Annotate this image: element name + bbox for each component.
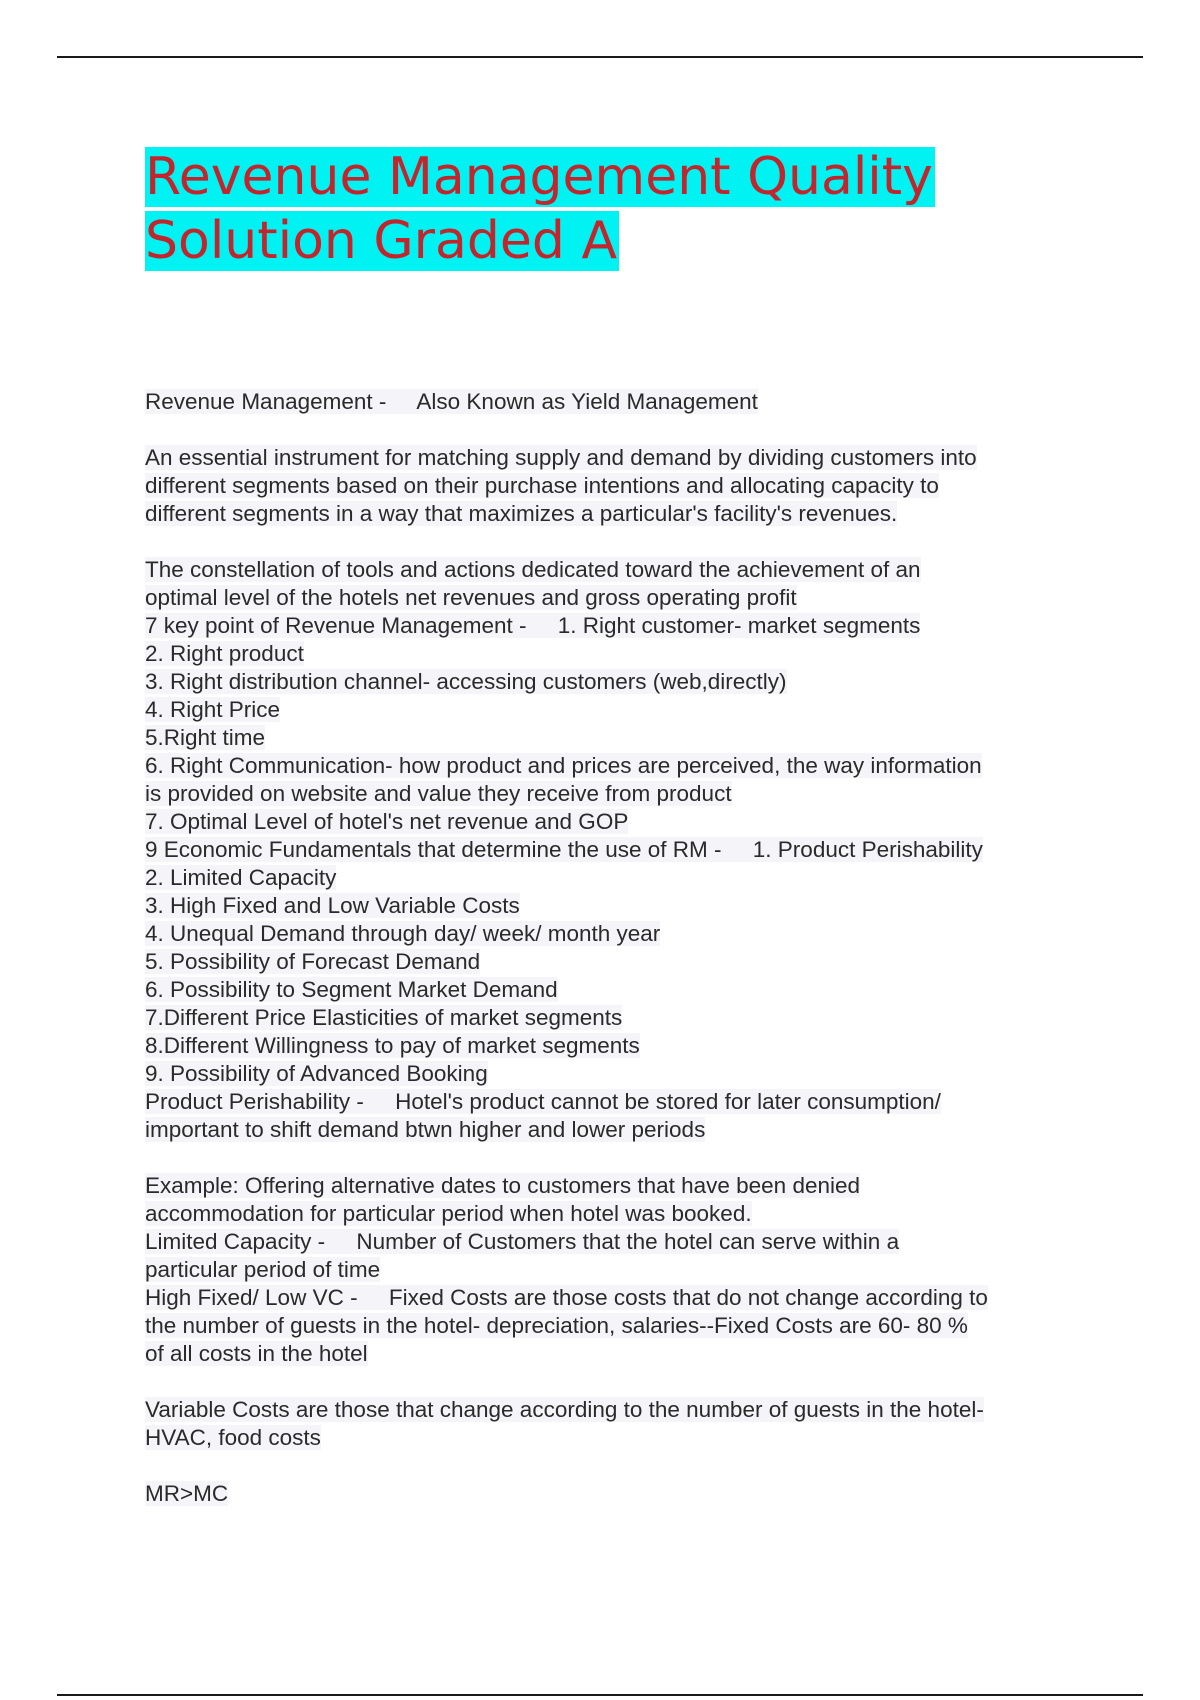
text-line bbox=[145, 864, 1065, 892]
text-line-content: important to shift demand btwn higher and lower periods bbox=[145, 1117, 706, 1142]
text-line-content: 6. Possibility to Segment Market Demand bbox=[145, 977, 558, 1002]
text-line bbox=[145, 752, 1065, 780]
text-line-content: 7 key point of Revenue Management - 1. Right customer- market segments bbox=[145, 613, 921, 638]
text-line-content: 3. High Fixed and Low Variable Costs bbox=[145, 893, 520, 918]
text-line-content: accommodation for particular period when hotel was booked. bbox=[145, 1201, 752, 1226]
bottom-rule bbox=[57, 1694, 1143, 1696]
text-line bbox=[145, 1228, 1065, 1256]
text-line-content: 2. Limited Capacity bbox=[145, 865, 337, 890]
text-line bbox=[145, 920, 1065, 948]
text-line-content: particular period of time bbox=[145, 1257, 381, 1282]
text-line-content: different segments in a way that maximizes a particular's facility's revenues. bbox=[145, 501, 898, 526]
blank-line bbox=[145, 1368, 1065, 1396]
text-line-content: of all costs in the hotel bbox=[145, 1341, 368, 1366]
text-line-content: Limited Capacity - Number of Customers that the hotel can serve within a bbox=[145, 1229, 900, 1254]
text-line bbox=[145, 1284, 1065, 1312]
text-line bbox=[145, 1116, 1065, 1144]
text-line bbox=[145, 1088, 1065, 1116]
text-line bbox=[145, 612, 1065, 640]
text-line bbox=[145, 1396, 1065, 1424]
text-line-content: different segments based on their purchase intentions and allocating capacity to bbox=[145, 473, 939, 498]
blank-line bbox=[145, 1144, 1065, 1172]
top-rule bbox=[57, 56, 1143, 58]
text-line bbox=[145, 1032, 1065, 1060]
text-line bbox=[145, 444, 1065, 472]
text-line-content: High Fixed/ Low VC - Fixed Costs are those costs that do not change according to bbox=[145, 1285, 988, 1310]
title-line-1: Revenue Management Quality bbox=[145, 147, 933, 207]
text-line-content: HVAC, food costs bbox=[145, 1425, 321, 1450]
text-line bbox=[145, 892, 1065, 920]
text-line-content: Variable Costs are those that change according to the number of guests in the hotel- bbox=[145, 1397, 984, 1422]
document-title bbox=[145, 145, 935, 273]
text-line-content: The constellation of tools and actions dedicated toward the achievement of an bbox=[145, 557, 921, 582]
text-line bbox=[145, 1424, 1065, 1452]
text-line bbox=[145, 1172, 1065, 1200]
text-line-content: 5. Possibility of Forecast Demand bbox=[145, 949, 481, 974]
text-line bbox=[145, 780, 1065, 808]
text-line bbox=[145, 1060, 1065, 1088]
text-line bbox=[145, 836, 1065, 864]
text-line bbox=[145, 948, 1065, 976]
text-line bbox=[145, 640, 1065, 668]
text-line-content: Product Perishability - Hotel's product cannot be stored for later consumption/ bbox=[145, 1089, 941, 1114]
text-line-content: MR>MC bbox=[145, 1481, 229, 1506]
text-line bbox=[145, 584, 1065, 612]
text-line bbox=[145, 388, 1065, 416]
blank-line bbox=[145, 416, 1065, 444]
text-line-content: Example: Offering alternative dates to customers that have been denied bbox=[145, 1173, 861, 1198]
text-line-content: 7.Different Price Elasticities of market segments bbox=[145, 1005, 623, 1030]
text-line-content: An essential instrument for matching supply and demand by dividing customers into bbox=[145, 445, 977, 470]
text-line-content: 4. Right Price bbox=[145, 697, 281, 722]
text-line bbox=[145, 472, 1065, 500]
text-line bbox=[145, 976, 1065, 1004]
title-line-2: Solution Graded A bbox=[145, 211, 618, 271]
text-line-content: 6. Right Communication- how product and prices are perceived, the way information bbox=[145, 753, 982, 778]
text-line bbox=[145, 1256, 1065, 1284]
text-line bbox=[145, 696, 1065, 724]
text-line-content: the number of guests in the hotel- depreciation, salaries--Fixed Costs are 60- 80 % bbox=[145, 1313, 968, 1338]
text-line bbox=[145, 1200, 1065, 1228]
text-line-content: 9. Possibility of Advanced Booking bbox=[145, 1061, 488, 1086]
text-line bbox=[145, 668, 1065, 696]
text-line-content: 8.Different Willingness to pay of market segments bbox=[145, 1033, 640, 1058]
text-line-content: optimal level of the hotels net revenues and gross operating profit bbox=[145, 585, 797, 610]
text-line bbox=[145, 500, 1065, 528]
text-line bbox=[145, 724, 1065, 752]
text-line bbox=[145, 1340, 1065, 1368]
blank-line bbox=[145, 528, 1065, 556]
text-line-content: 9 Economic Fundamentals that determine the use of RM - 1. Product Perishability bbox=[145, 837, 983, 862]
text-line bbox=[145, 1312, 1065, 1340]
text-line-content: Revenue Management - Also Known as Yield Management bbox=[145, 389, 758, 414]
blank-line bbox=[145, 1452, 1065, 1480]
text-line bbox=[145, 808, 1065, 836]
text-line-content: 2. Right product bbox=[145, 641, 304, 666]
text-line bbox=[145, 556, 1065, 584]
text-line-content: is provided on website and value they receive from product bbox=[145, 781, 732, 806]
text-line-content: 4. Unequal Demand through day/ week/ month year bbox=[145, 921, 661, 946]
text-line-content: 3. Right distribution channel- accessing customers (web,directly) bbox=[145, 669, 787, 694]
document-body bbox=[145, 388, 1065, 1508]
text-line bbox=[145, 1004, 1065, 1032]
text-line-content: 7. Optimal Level of hotel's net revenue and GOP bbox=[145, 809, 629, 834]
text-line bbox=[145, 1480, 1065, 1508]
text-line-content: 5.Right time bbox=[145, 725, 266, 750]
